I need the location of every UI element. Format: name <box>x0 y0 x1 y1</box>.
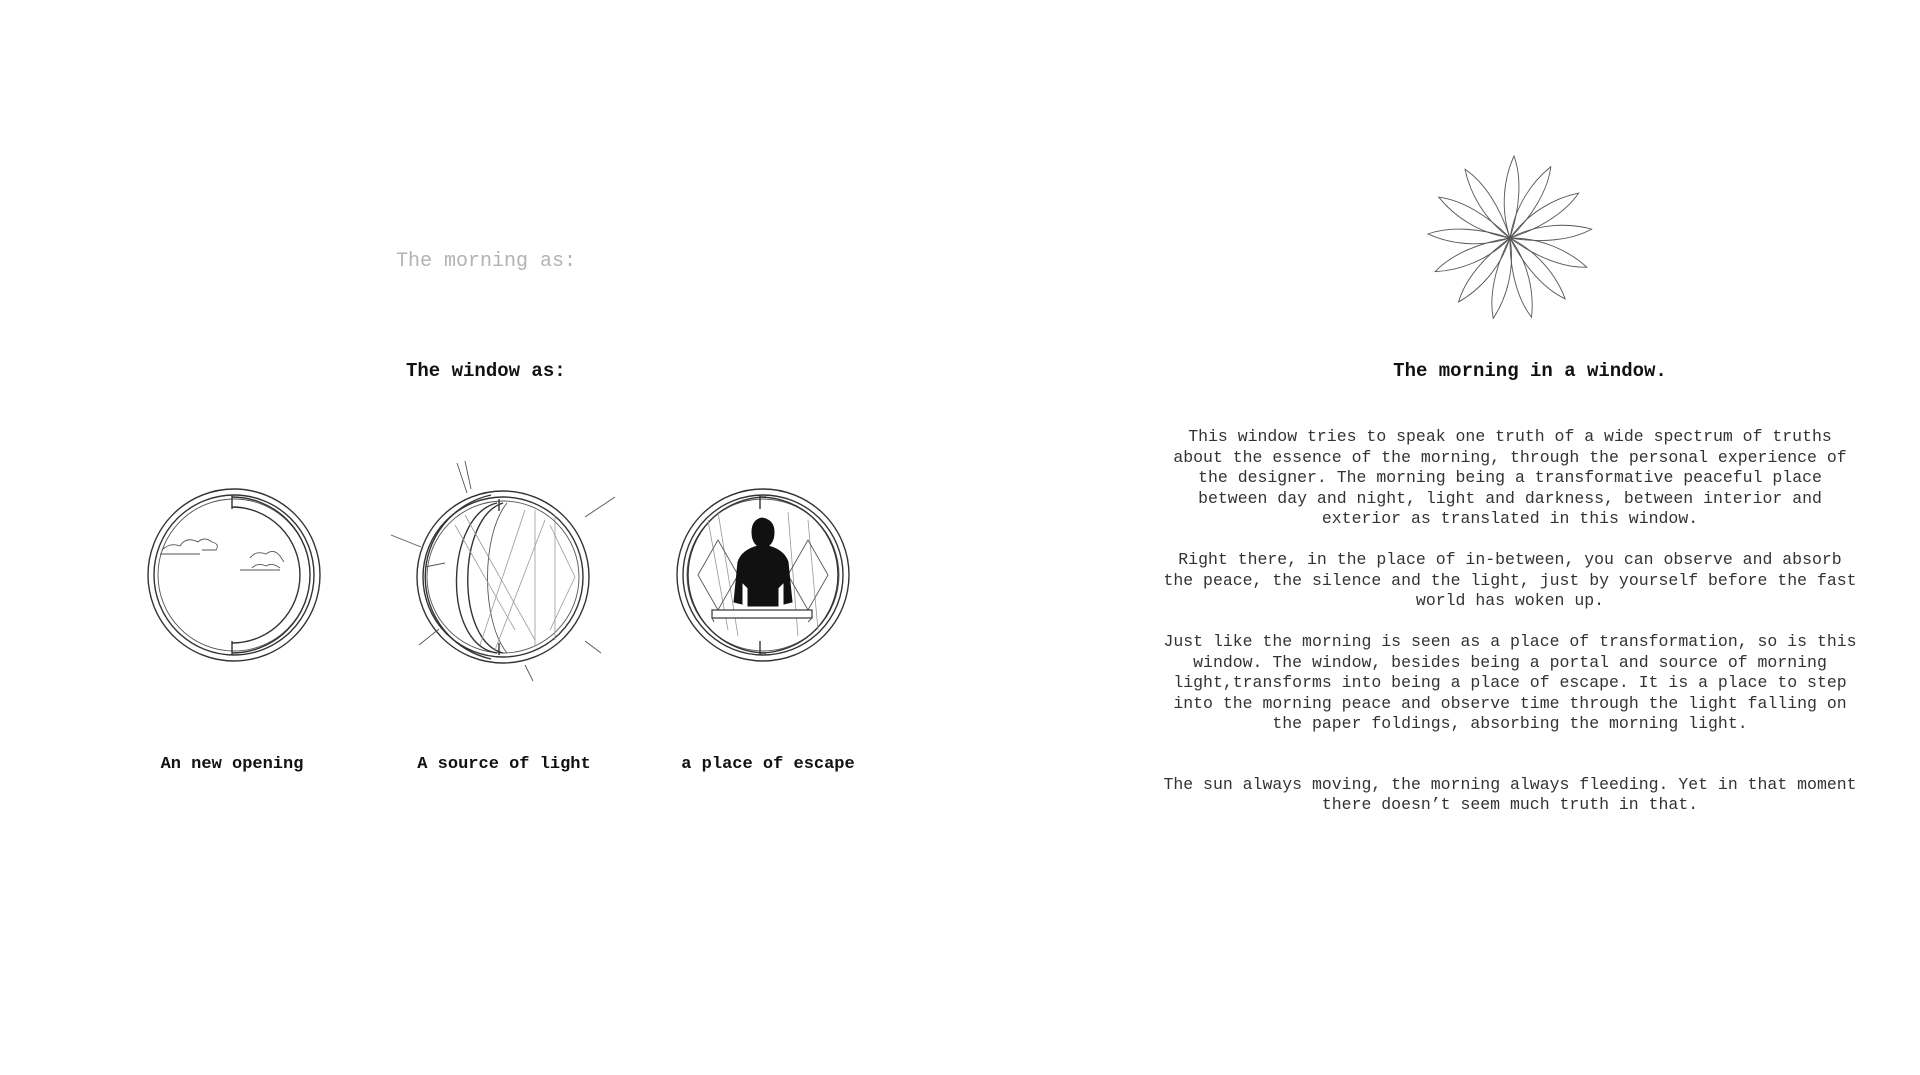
heading-window-as: The window as: <box>406 360 566 382</box>
paragraph-intro: This window tries to speak one truth of a wide spectrum of truths about the essence of the morning, through the personal experience of the designer. The morning being a transformative peaceful place between day and night, light and darkness, between interior and exterior as translated in this window. <box>1173 427 1847 528</box>
body-text <box>1160 427 1860 836</box>
caption-source-of-light: A source of light <box>417 755 591 774</box>
caption-new-opening: An new opening <box>160 755 304 774</box>
opening-window-sketch <box>140 480 340 670</box>
subtitle-morning-as: The morning as: <box>396 250 577 273</box>
caption-place-of-escape: a place of escape <box>681 755 855 774</box>
paragraph-transformation: Just like the morning is seen as a place of transformation, so is this window. The window, besides being a portal and source of morning light,transforms into being a place of escape. It is a place to step into the morning peace and observe time through the light falling on the paper foldings, absorbing the morning light. <box>1163 632 1857 733</box>
paragraph-sun: The sun always moving, the morning always fleeding. Yet in that moment there doesn’t seem much truth in that. <box>1163 774 1857 814</box>
paragraph-in-between: Right there, in the place of in-between, you can observe and absorb the peace, the silence and the light, just by yourself before the fast world has woken up. <box>1163 550 1857 610</box>
escape-window-sketch <box>668 480 868 670</box>
flower-sketch <box>1420 148 1600 328</box>
heading-morning-in-window: The morning in a window. <box>1393 360 1667 382</box>
light-window-sketch <box>385 455 625 695</box>
